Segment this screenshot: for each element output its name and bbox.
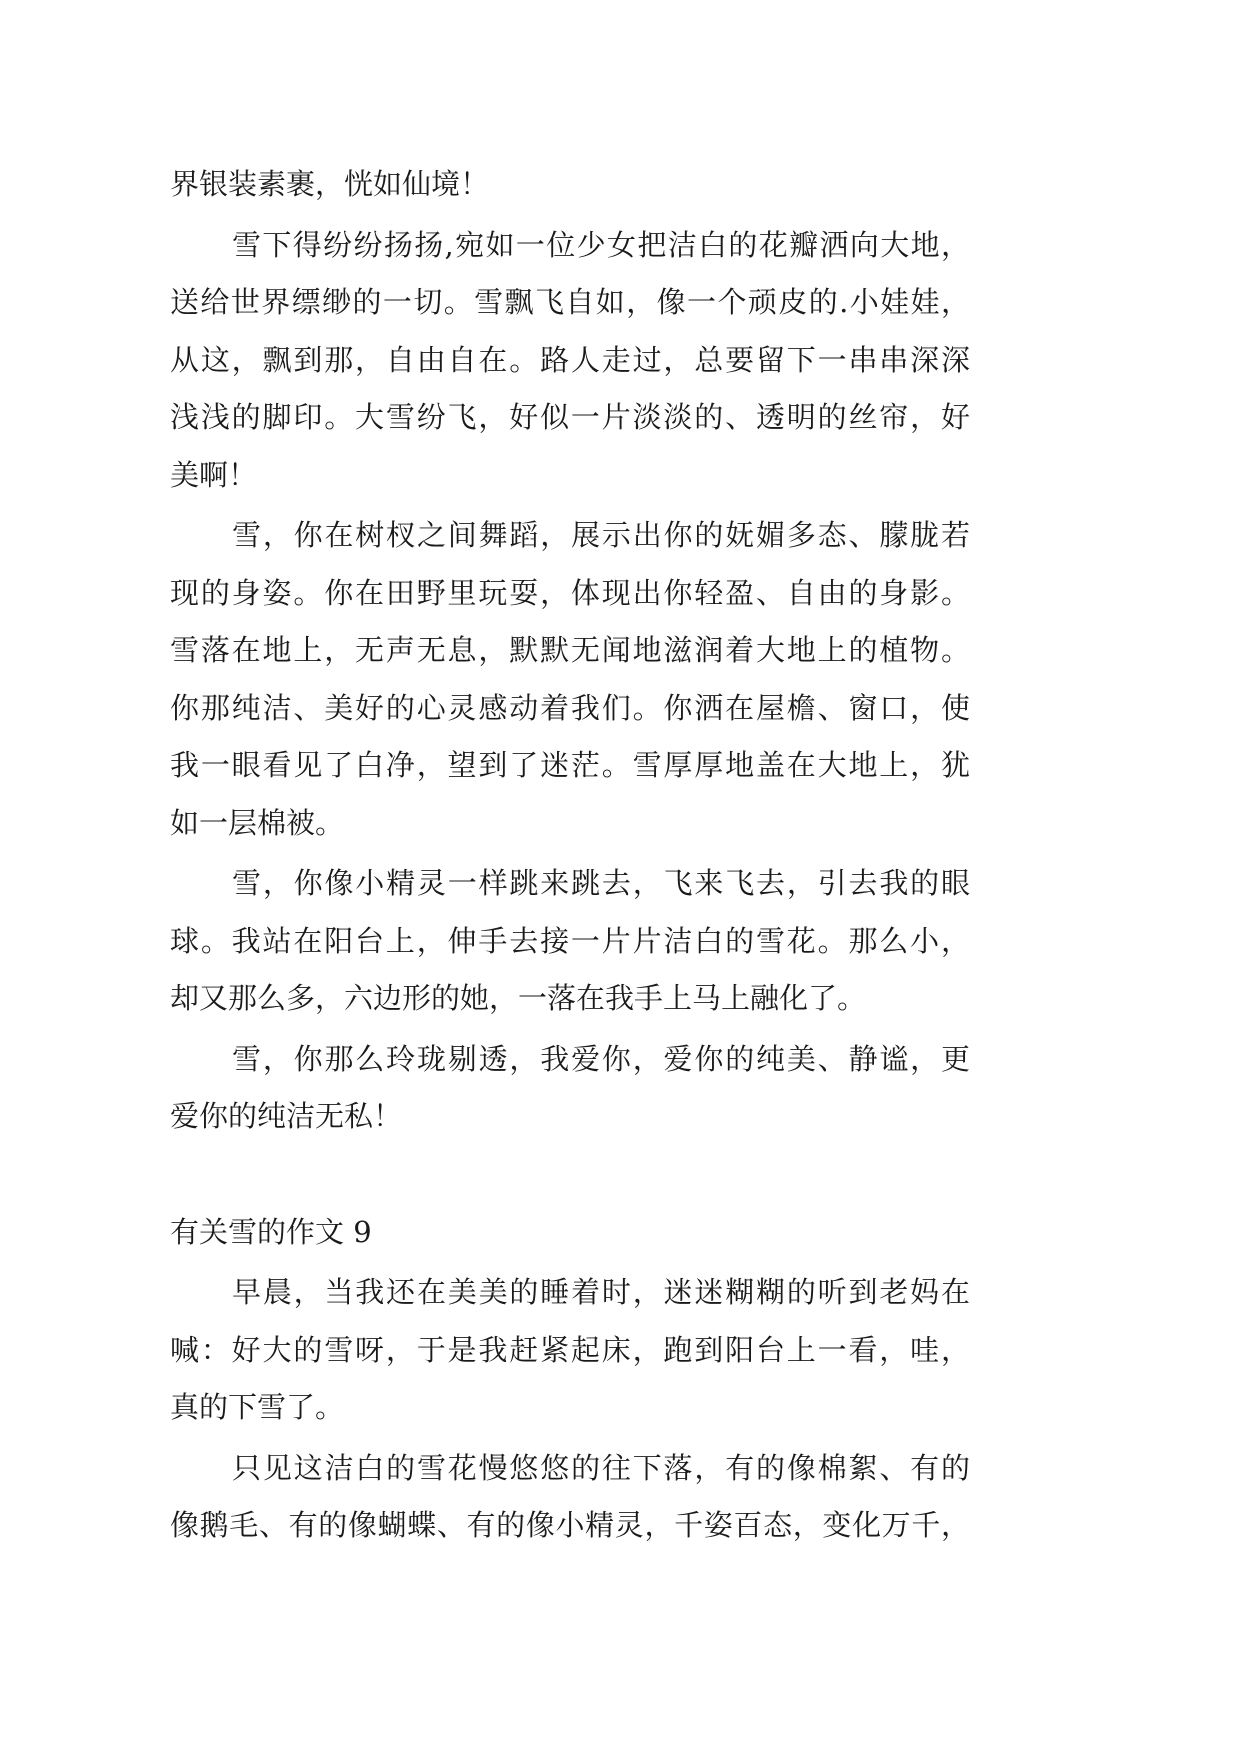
text-line: 真的下雪了。 <box>170 1390 345 1424</box>
paragraph <box>170 217 970 505</box>
essay-title: 有关雪的作文 9 <box>170 1214 372 1249</box>
text-line: 从这，飘到那，自由自在。路人走过，总要留下一串串深深 <box>170 342 970 377</box>
paragraph <box>170 156 970 214</box>
text-line: 浅浅的脚印。大雪纷飞，好似一片淡淡的、透明的丝帘，好 <box>170 400 970 434</box>
text-line: 雪下得纷纷扬扬,宛如一位少女把洁白的花瓣洒向大地， <box>232 227 970 262</box>
text-line: 却又那么多，六边形的她，一落在我手上马上融化了。 <box>170 981 867 1015</box>
text-line: 早晨，当我还在美美的睡着时，迷迷糊糊的听到老妈在 <box>232 1275 970 1309</box>
text-line: 你那纯洁、美好的心灵感动着我们。你洒在屋檐、窗口，使 <box>170 690 970 725</box>
text-line: 送给世界缥缈的一切。雪飘飞自如，像一个顽皮的.小娃娃， <box>170 285 970 319</box>
text-line: 喊：好大的雪呀，于是我赶紧起床，跑到阳台上一看，哇， <box>170 1332 970 1367</box>
page-body <box>170 156 970 1555</box>
text-line: 界银装素裹，恍如仙境！ <box>170 167 490 201</box>
text-line: 雪，你在树杈之间舞蹈，展示出你的妩媚多态、朦胧若 <box>232 518 970 552</box>
paragraph <box>170 1264 970 1437</box>
text-line: 我一眼看见了白净，望到了迷茫。雪厚厚地盖在大地上，犹 <box>170 748 970 782</box>
text-line: 美啊！ <box>170 457 258 492</box>
paragraph <box>170 507 970 852</box>
text-line: 像鹅毛、有的像蝴蝶、有的像小精灵，千姿百态，变化万千， <box>170 1508 970 1542</box>
paragraph <box>170 855 970 1028</box>
essay-heading <box>170 1204 970 1262</box>
text-line: 雪，你那么玲珑剔透，我爱你，爱你的纯美、静谧，更 <box>232 1041 970 1076</box>
text-line: 球。我站在阳台上，伸手去接一片片洁白的雪花。那么小， <box>170 923 970 958</box>
text-line: 现的身姿。你在田野里玩耍，体现出你轻盈、自由的身影。 <box>170 575 970 610</box>
text-line: 只见这洁白的雪花慢悠悠的往下落，有的像棉絮、有的 <box>232 1450 970 1485</box>
text-line: 如一层棉被。 <box>170 805 345 840</box>
text-line: 雪落在地上，无声无息，默默无闻地滋润着大地上的植物。 <box>170 633 970 667</box>
text-line: 雪，你像小精灵一样跳来跳去，飞来飞去，引去我的眼 <box>232 866 970 900</box>
paragraph <box>170 1031 970 1146</box>
text-line: 爱你的纯洁无私！ <box>170 1099 403 1133</box>
paragraph <box>170 1440 970 1555</box>
